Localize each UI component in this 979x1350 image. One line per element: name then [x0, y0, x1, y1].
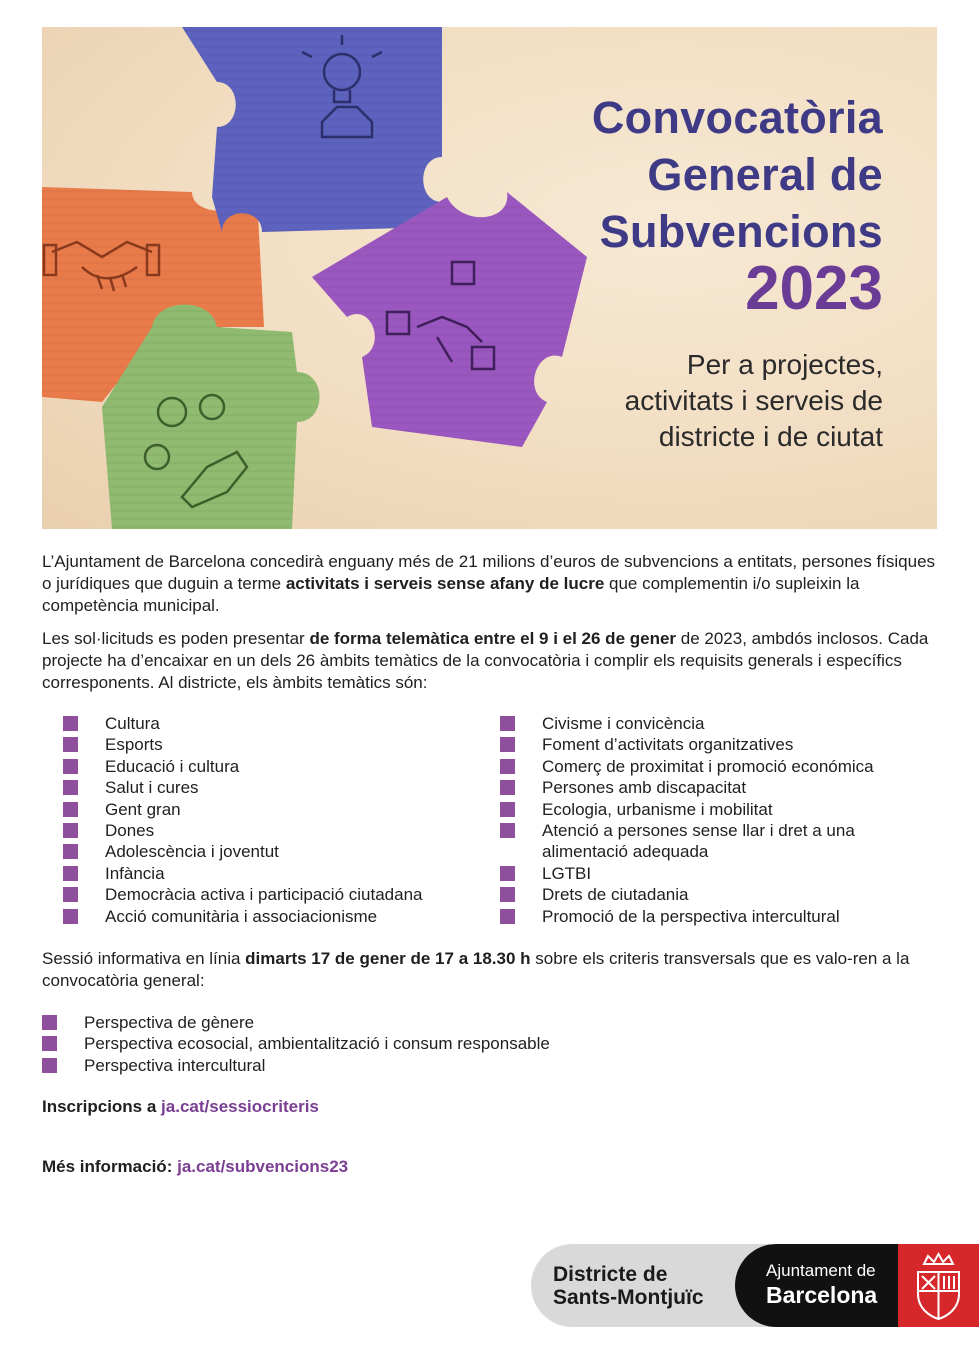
- list-item: [500, 884, 874, 905]
- list-item-label: Infància: [105, 863, 165, 883]
- list-item-label: Civisme i convicència: [542, 714, 705, 733]
- list-item: [500, 820, 874, 863]
- district-name-line-1: Districte de: [553, 1263, 668, 1286]
- list-item-label: Perspectiva intercultural: [84, 1055, 266, 1075]
- list-item: [500, 906, 874, 927]
- list-item-label: Atenció a persones sense llar i dret a una: [542, 821, 855, 841]
- hero-subtitle-line-3: districte i de ciutat: [658, 421, 883, 452]
- intro-p1-bold: activitats i serveis sense afany de lucre: [285, 574, 605, 593]
- list-item-label: Drets de ciutadania: [542, 885, 689, 905]
- list-item: [42, 1055, 550, 1076]
- bullet-square-icon: [63, 780, 78, 795]
- list-item: [63, 713, 423, 734]
- inscriptions-link[interactable]: ja.cat/sessiocriteris: [161, 1097, 319, 1116]
- bullet-square-icon: [42, 1058, 57, 1073]
- inscriptions-line: [42, 1097, 319, 1117]
- list-item-label: Perspectiva ecosocial, ambientalització i consum responsable: [84, 1034, 550, 1054]
- intro-p2-bold: de forma telemàtica entre el 9 i el 26 de gener: [309, 629, 677, 648]
- bullet-square-icon: [500, 737, 515, 752]
- hero-title-line-2: General de: [647, 149, 883, 200]
- bullet-square-icon: [500, 823, 515, 838]
- list-item-label: Dones: [105, 821, 155, 841]
- list-item-label: Persones amb discapacitat: [542, 778, 747, 798]
- ambits-list-right: [500, 713, 874, 927]
- city-council-logo: [735, 1244, 979, 1327]
- bullet-square-icon: [42, 1015, 57, 1030]
- session-text-a: Sessió informativa en línia: [42, 949, 246, 968]
- list-item-label: Gent gran: [105, 799, 181, 819]
- bullet-square-icon: [63, 887, 78, 902]
- purple-puzzle-piece: [312, 192, 587, 447]
- bullet-square-icon: [500, 759, 515, 774]
- list-item-label: Cultura: [105, 714, 160, 733]
- session-bold: dimarts 17 de gener de 17 a 18.30 h: [245, 949, 531, 968]
- bullet-square-icon: [42, 1036, 57, 1051]
- intro-p1-text-a: L’Ajuntament de Barcelona concedirà enguany més de 21 milions d’euros de subvencions a entitats, persones físiques o jurídiques que duguin a terme: [42, 552, 936, 593]
- list-item-label: Esports: [105, 735, 163, 755]
- hero-title-line-3: Subvencions: [599, 206, 883, 257]
- bullet-square-icon: [63, 909, 78, 924]
- bullet-square-icon: [500, 780, 515, 795]
- list-item: [500, 777, 874, 798]
- list-item: [63, 756, 423, 777]
- bullet-square-icon: [500, 909, 515, 924]
- bullet-square-icon: [500, 716, 515, 731]
- more-info-link[interactable]: ja.cat/subvencions23: [177, 1157, 349, 1176]
- bullet-square-icon: [500, 866, 515, 881]
- list-item: [63, 906, 423, 927]
- bullet-square-icon: [63, 802, 78, 817]
- intro-paragraph-1: [42, 551, 942, 617]
- district-name-line-2: Sants-Montjuïc: [553, 1286, 704, 1309]
- hero-banner: [42, 27, 937, 529]
- blue-puzzle-piece: [182, 27, 442, 232]
- city-council-line-1: Ajuntament de: [766, 1261, 876, 1280]
- list-item-label: Salut i cures: [105, 778, 199, 798]
- more-info-label: Més informació:: [42, 1157, 178, 1176]
- barcelona-crest-icon: [898, 1244, 979, 1327]
- list-item: [63, 841, 423, 862]
- city-council-line-2: Barcelona: [766, 1282, 878, 1308]
- bullet-square-icon: [500, 887, 515, 902]
- list-item: [63, 777, 423, 798]
- district-name: [553, 1263, 704, 1309]
- list-item-label: Comerç de proximitat i promoció económica: [542, 756, 874, 776]
- bullet-square-icon: [63, 823, 78, 838]
- list-item-label-continued: alimentació adequada: [542, 842, 709, 862]
- list-item: [63, 884, 423, 905]
- list-item-label: Perspectiva de gènere: [84, 1013, 255, 1032]
- bullet-square-icon: [500, 802, 515, 817]
- list-item: [500, 756, 874, 777]
- list-item-label: Democràcia activa i participació ciutadana: [105, 885, 423, 905]
- list-item-label: Adolescència i joventut: [105, 842, 279, 862]
- list-item: [500, 799, 874, 820]
- list-item: [500, 863, 874, 884]
- list-item-label: Foment d’activitats organitzatives: [542, 735, 794, 755]
- intro-p2-text-a: Les sol·licituds es poden presentar: [42, 629, 310, 648]
- list-item: [500, 713, 874, 734]
- intro-p2-text-c: de 2023, ambdós inclosos. Cada projecte ha d’encaixar en un dels 26 àmbits temàtics de la convocatòria i complir els requisits generals i específics corresponents. Al districte, els àmbits temàtics són:: [42, 629, 929, 692]
- bullet-square-icon: [63, 866, 78, 881]
- list-item: [63, 863, 423, 884]
- hero-year: 2023: [745, 254, 883, 323]
- criteria-list: [42, 1012, 550, 1076]
- session-text-c: sobre els criteris transversals que es valo-ren a la convocatòria general:: [42, 949, 910, 990]
- hero-title: [592, 89, 883, 260]
- intro-paragraph-2: [42, 628, 942, 694]
- list-item: [500, 734, 874, 755]
- list-item: [63, 734, 423, 755]
- list-item-label: Ecologia, urbanisme i mobilitat: [542, 799, 773, 819]
- hero-subtitle-line-2: activitats i serveis de: [624, 385, 883, 416]
- intro-p1-text-c: que complementin i/o supleixin la competència municipal.: [42, 574, 860, 615]
- list-item-label: Acció comunitària i associacionisme: [105, 906, 378, 926]
- hero-title-line-1: Convocatòria: [591, 92, 883, 143]
- bullet-square-icon: [63, 737, 78, 752]
- more-info-line: [42, 1157, 348, 1177]
- list-item: [63, 799, 423, 820]
- list-item-label: Educació i cultura: [105, 756, 240, 776]
- ambits-list-left: [63, 713, 423, 927]
- bullet-square-icon: [63, 716, 78, 731]
- hero-subtitle-line-1: Per a projectes,: [686, 349, 883, 380]
- list-item: [63, 820, 423, 841]
- list-item: [42, 1033, 550, 1054]
- list-item: [42, 1012, 550, 1033]
- bullet-square-icon: [63, 759, 78, 774]
- bullet-square-icon: [63, 844, 78, 859]
- list-item-label: LGTBI: [542, 863, 592, 883]
- session-paragraph: [42, 948, 942, 992]
- hero-subtitle: [625, 347, 883, 455]
- inscriptions-label: Inscripcions a: [42, 1097, 162, 1116]
- list-item-label: Promoció de la perspectiva intercultural: [542, 906, 840, 926]
